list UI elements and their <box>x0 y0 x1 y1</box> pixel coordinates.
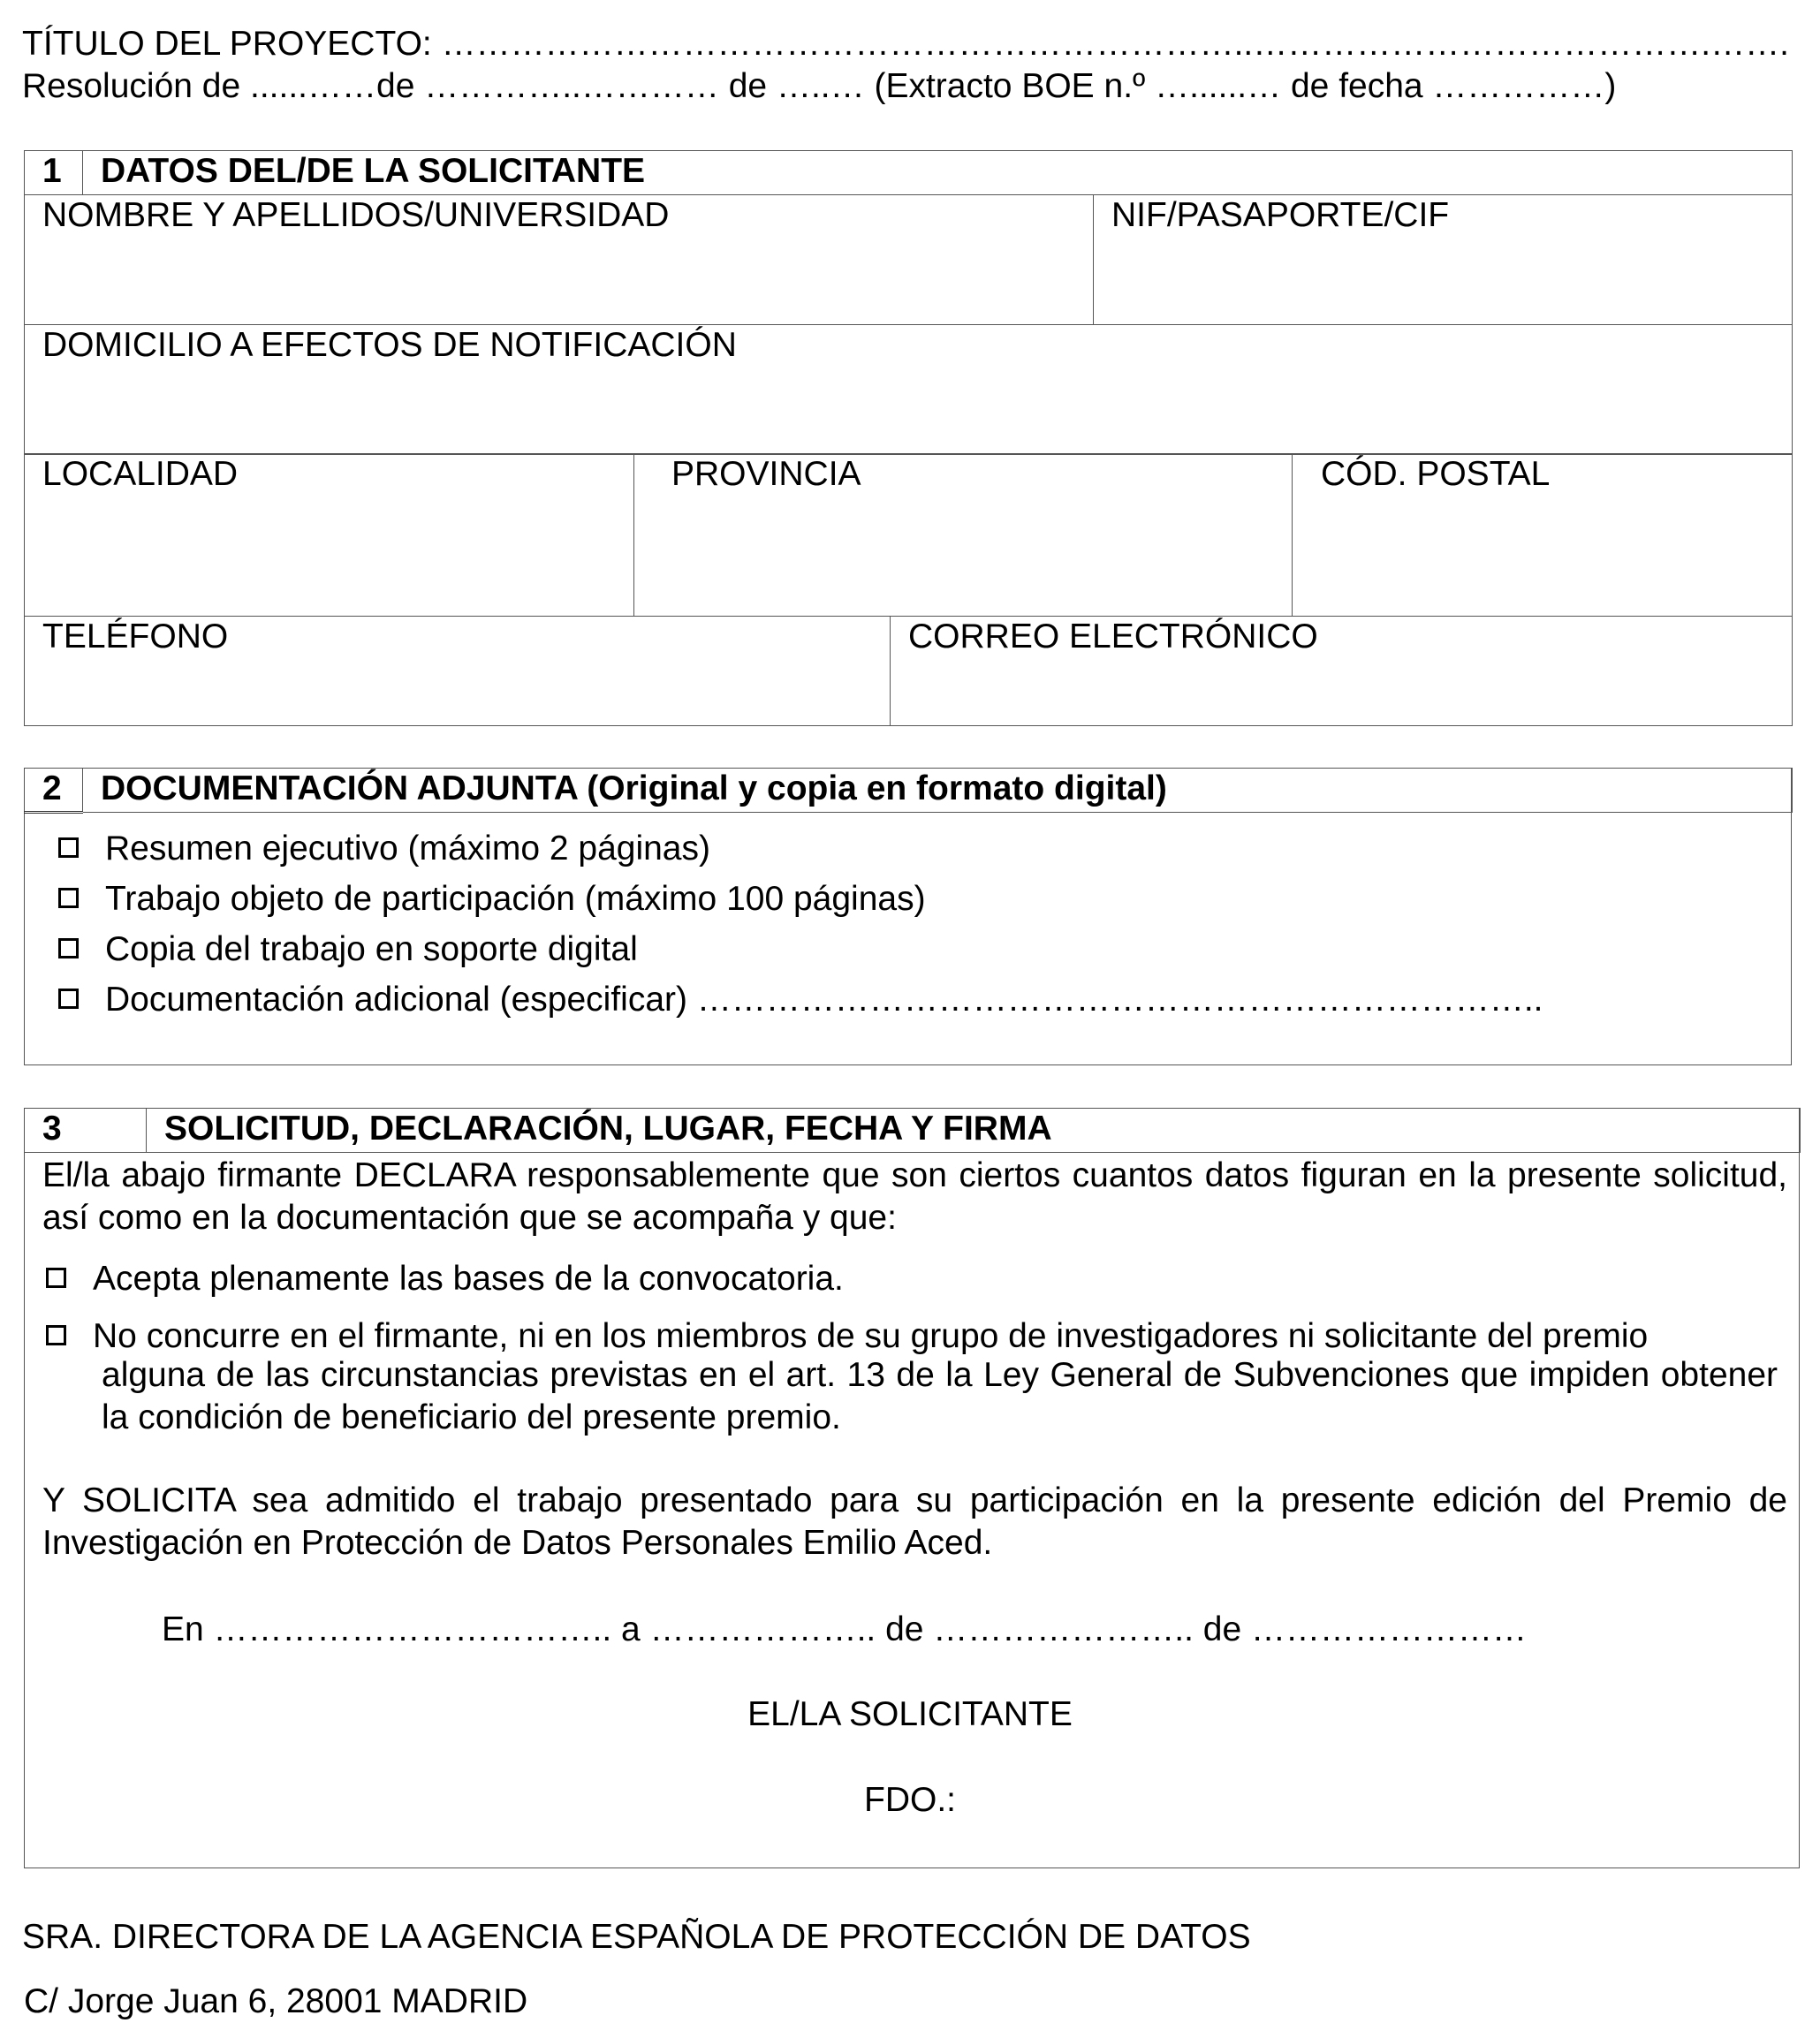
section-2-header <box>24 768 1793 814</box>
checkbox-accept-rules[interactable] <box>46 1268 66 1288</box>
nif-field[interactable] <box>1094 195 1793 325</box>
address-field[interactable] <box>25 325 1793 455</box>
request-text: Y SOLICITA sea admitido el trabajo presentado para su participación en la presente edición del Premio de Investigación en Protección de Datos Personales Emilio Aced. <box>42 1481 1787 1562</box>
name-field-label: NOMBRE Y APELLIDOS/UNIVERSIDAD <box>42 196 670 234</box>
email-field-label: CORREO ELECTRÓNICO <box>908 617 1318 655</box>
phone-field-label: TELÉFONO <box>42 617 229 655</box>
section-2-title: DOCUMENTACIÓN ADJUNTA (Original y copia en formato digital) <box>83 769 1793 813</box>
name-field[interactable] <box>25 195 1094 325</box>
documentation-list <box>58 823 1543 1025</box>
list-item <box>58 924 1543 974</box>
section-1-title: DATOS DEL/DE LA SOLICITANTE <box>83 151 1793 195</box>
province-field-label: PROVINCIA <box>671 455 861 493</box>
locality-field-label: LOCALIDAD <box>42 455 239 493</box>
address-field-label: DOMICILIO A EFECTOS DE NOTIFICACIÓN <box>42 326 737 364</box>
doc-item-label: Copia del trabajo en soporte digital <box>105 930 638 968</box>
section-3-number: 3 <box>25 1109 147 1153</box>
checkbox-no-prohibitions[interactable] <box>46 1325 66 1345</box>
doc-item-label: Trabajo objeto de participación (máximo 100 páginas) <box>105 880 926 918</box>
doc-item-label: Resumen ejecutivo (máximo 2 páginas) <box>105 830 710 867</box>
email-field[interactable] <box>891 617 1793 726</box>
postal-code-field-label: CÓD. POSTAL <box>1321 455 1551 493</box>
section-applicant-location <box>24 453 1793 617</box>
signature-label: FDO.: <box>864 1781 956 1819</box>
addressee: SRA. DIRECTORA DE LA AGENCIA ESPAÑOLA DE PROTECCIÓN DE DATOS <box>22 1918 1251 1956</box>
section-1-number: 1 <box>25 151 83 195</box>
section-3-title: SOLICITUD, DECLARACIÓN, LUGAR, FECHA Y FIRMA <box>147 1109 1801 1153</box>
phone-field[interactable] <box>25 617 891 726</box>
locality-field[interactable] <box>25 454 634 617</box>
section-applicant-contact <box>24 616 1793 726</box>
list-item <box>58 874 1543 924</box>
section-3-header <box>24 1108 1801 1153</box>
place-date-line: En …………………………….. a ……………….. de ………………….. de …………………… <box>162 1610 1528 1648</box>
list-item <box>58 974 1543 1025</box>
checkbox-additional-docs[interactable] <box>58 989 79 1009</box>
doc-item-label: Documentación adicional (especificar) ……………………………………………………………….. <box>105 981 1543 1019</box>
section-2-number: 2 <box>25 769 83 813</box>
nif-field-label: NIF/PASAPORTE/CIF <box>1111 196 1450 234</box>
postal-address: C/ Jorge Juan 6, 28001 MADRID <box>24 1982 528 2020</box>
province-field[interactable] <box>634 454 1293 617</box>
checkbox-digital-copy[interactable] <box>58 938 79 958</box>
checkbox-executive-summary[interactable] <box>58 837 79 858</box>
no-prohibitions-continuation: alguna de las circunstancias previstas en el art. 13 de la Ley General de Subvenciones que impiden obtener la condición de beneficiario del presente premio. <box>102 1356 1778 1436</box>
section-applicant-data <box>24 150 1793 455</box>
checkbox-research-work[interactable] <box>58 888 79 908</box>
postal-code-field[interactable] <box>1293 454 1793 617</box>
resolution-line: Resolución de ......……de …………..………… de …..… (Extracto BOE n.º …......… de fecha ……………) <box>22 67 1617 105</box>
project-title-line: TÍTULO DEL PROYECTO: ……………………………………………………………..………………………………….……. <box>22 25 1789 63</box>
accept-rules-row <box>46 1254 844 1304</box>
declaration-text: El/la abajo firmante DECLARA responsablemente que son ciertos cuantos datos figuran en la presente solicitud, así como en la documentación que se acompaña y que: <box>42 1156 1787 1237</box>
list-item <box>58 823 1543 874</box>
signer-label: EL/LA SOLICITANTE <box>747 1695 1073 1733</box>
no-prohibitions-label: No concurre en el firmante, ni en los miembros de su grupo de investigadores ni solicitante del premio <box>93 1317 1649 1355</box>
accept-rules-label: Acepta plenamente las bases de la convocatoria. <box>93 1260 844 1298</box>
